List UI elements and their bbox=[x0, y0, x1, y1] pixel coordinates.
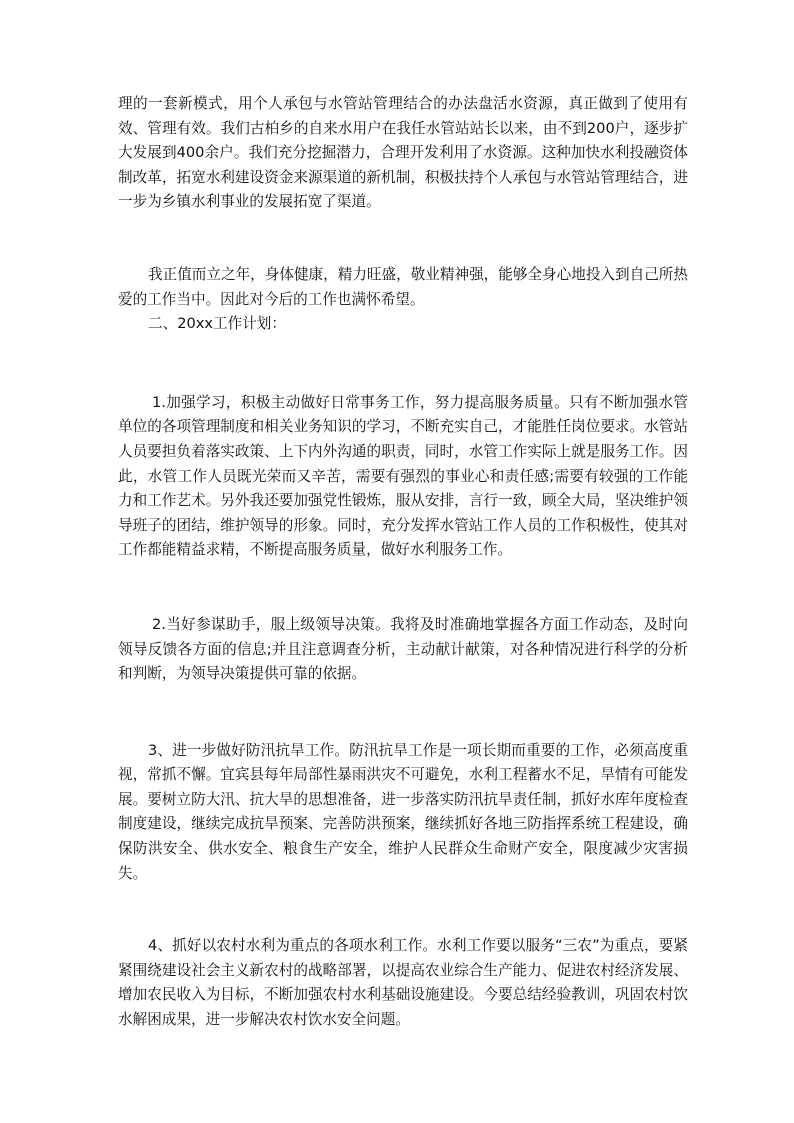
section-heading-work-plan: 二、20xx工作计划： bbox=[148, 315, 286, 333]
paragraph-water-management: 理的一套新模式，用个人承包与水管站管理结合的办法盘活水资源，真正做到了使用有效、管理有效。我们古柏乡的自来水用户在我任水管站站长以来，由不到200户，逐步扩大发展到400余户。我们充分挖掘潜力，合理开发利用了水资源。这种加快水利投融资体制改革，拓宽水利建设资金来源渠道的新机制，积极扶持个人承包与水管站管理结合，进一步为乡镇水利事业的发展拓宽了渠道。 bbox=[118, 95, 688, 211]
paragraph-plan-item-4: 4、抓好以农村水利为重点的各项水利工作。水利工作要以服务“三农”为重点，要紧紧围绕建设社会主义新农村的战略部署，以提高农业综合生产能力、促进农村经济发展、增加农民收入为目标，不断加强农村水利基础设施建设。今要总结经验教训，巩固农村饮水解困成果，进一步解决农村饮水安全问题。 bbox=[118, 937, 688, 1029]
paragraph-personal-statement: 我正值而立之年，身体健康，精力旺盛，敬业精神强，能够全身心地投入到自己所热爱的工作当中。因此对今后的工作也满怀希望。 bbox=[118, 265, 688, 308]
paragraph-plan-item-3: 3、进一步做好防汛抗旱工作。防汛抗旱工作是一项长期而重要的工作，必须高度重视，常抓不懈。宜宾县每年局部性暴雨洪灾不可避免，水利工程蓄水不足，旱情有可能发展。要树立防大汛、抗大旱的思想准备，进一步落实防汛抗旱责任制，抓好水库年度检查制度建设，继续完成抗旱预案、完善防洪预案，继续抓好各地三防指挥系统工程建设，确保防洪安全、供水安全、粮食生产安全，维护人民群众生命财产安全，限度减少灾害损失。 bbox=[118, 741, 688, 882]
document-body bbox=[118, 92, 688, 1033]
paragraph-plan-item-2: 2.当好参谋助手，服上级领导决策。我将及时准确地掌握各方面工作动态，及时向领导反馈各方面的信息;并且注意调查分析，主动献计献策，对各种情况进行科学的分析和判断，为领导决策提供可靠的依据。 bbox=[118, 615, 688, 683]
paragraph-plan-item-1: 1.加强学习，积极主动做好日常事务工作，努力提高服务质量。只有不断加强水管单位的各项管理制度和相关业务知识的学习，不断充实自己，才能胜任岗位要求。水管站人员要担负着落实政策、上下内外沟通的职责，同时，水管工作实际上就是服务工作。因此，水管工作人员既光荣而又辛苦，需要有强烈的事业心和责任感;需要有较强的工作能力和工作艺术。另外我还要加强党性锻炼，服从安排，言行一致，顾全大局，坚决维护领导班子的团结，维护领导的形象。同时，充分发挥水管站工作人员的工作积极性，使其对工作都能精益求精，不断提高服务质量，做好水利服务工作。 bbox=[118, 393, 688, 559]
